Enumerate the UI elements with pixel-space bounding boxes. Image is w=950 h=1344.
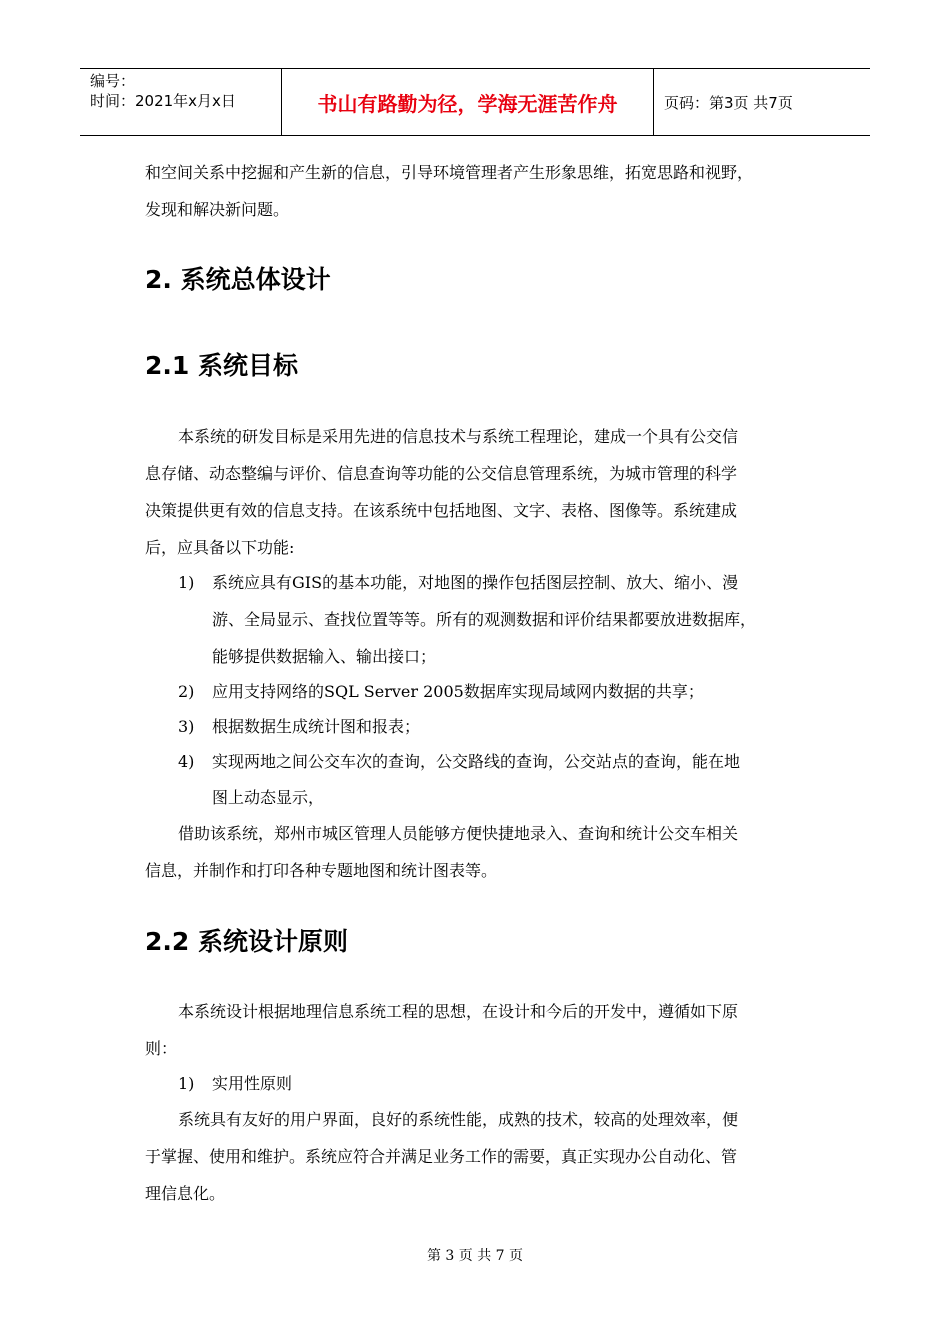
list-text: 根据数据生成统计图和报表； bbox=[212, 717, 421, 736]
intro-line-2: 发现和解决新问题。 bbox=[145, 200, 290, 219]
list-text-continued: 能够提供数据输入、输出接口； bbox=[212, 647, 437, 666]
list-text-continued: 图上动态显示， bbox=[212, 788, 325, 807]
principle-line-1: 本系统设计根据地理信息系统工程的思想，在设计和今后的开发中，遵循如下原 bbox=[178, 1002, 739, 1021]
header-motto: 书山有路勤为径，学海无涯苦作舟 bbox=[282, 69, 654, 135]
goal-line-2: 息存储、动态整编与评价、信息查询等功能的公交信息管理系统，为城市管理的科学 bbox=[145, 464, 738, 483]
header-page-info: 页码：第3页 共7页 bbox=[664, 93, 793, 112]
principle-line-2: 则： bbox=[145, 1039, 178, 1058]
section-2-1-title: 2.1 系统目标 bbox=[145, 351, 298, 380]
goal-line-4: 后，应具备以下功能: bbox=[145, 538, 295, 557]
list-text: 系统应具有GIS的基本功能，对地图的操作包括图层控制、放大、缩小、漫 bbox=[212, 573, 739, 592]
practical-line-2: 于掌握、使用和维护。系统应符合并满足业务工作的需要，真正实现办公自动化、管 bbox=[145, 1147, 738, 1166]
goal-line-3: 决策提供更有效的信息支持。在该系统中包括地图、文字、表格、图像等。系统建成 bbox=[145, 501, 738, 520]
practical-line-3: 理信息化。 bbox=[145, 1184, 226, 1203]
goal-line-1: 本系统的研发目标是采用先进的信息技术与系统工程理论，建成一个具有公交信 bbox=[178, 427, 739, 446]
header-meta-cell bbox=[80, 69, 282, 135]
section-2-2-title: 2.2 系统设计原则 bbox=[145, 927, 348, 956]
list-text: 实现两地之间公交车次的查询，公交路线的查询，公交站点的查询，能在地 bbox=[212, 752, 741, 771]
list-number: 1) bbox=[178, 1074, 195, 1093]
intro-line-1: 和空间关系中挖掘和产生新的信息，引导环境管理者产生形象思维，拓宽思路和视野， bbox=[145, 163, 754, 182]
list-number: 4) bbox=[178, 752, 195, 771]
list-number: 2) bbox=[178, 682, 195, 701]
header-time-label: 时间：2021年x月x日 bbox=[90, 92, 236, 110]
header-number-label: 编号： bbox=[90, 72, 136, 90]
page-footer: 第 3 页 共 7 页 bbox=[426, 1248, 524, 1264]
conclusion-line-1: 借助该系统，郑州市城区管理人员能够方便快捷地录入、查询和统计公交车相关 bbox=[178, 824, 739, 843]
list-number: 1) bbox=[178, 573, 195, 592]
conclusion-line-2: 信息，并制作和打印各种专题地图和统计图表等。 bbox=[145, 861, 498, 880]
section-2-title: 2. 系统总体设计 bbox=[145, 265, 331, 294]
list-number: 3) bbox=[178, 717, 195, 736]
list-text: 应用支持网络的SQL Server 2005数据库实现局域网内数据的共享； bbox=[212, 682, 704, 701]
page-header-table bbox=[80, 68, 870, 136]
practical-line-1: 系统具有友好的用户界面，良好的系统性能，成熟的技术，较高的处理效率，便 bbox=[178, 1110, 739, 1129]
list-text-continued: 游、全局显示、查找位置等等。所有的观测数据和评价结果都要放进数据库， bbox=[212, 610, 757, 629]
list-text: 实用性原则 bbox=[212, 1074, 293, 1093]
